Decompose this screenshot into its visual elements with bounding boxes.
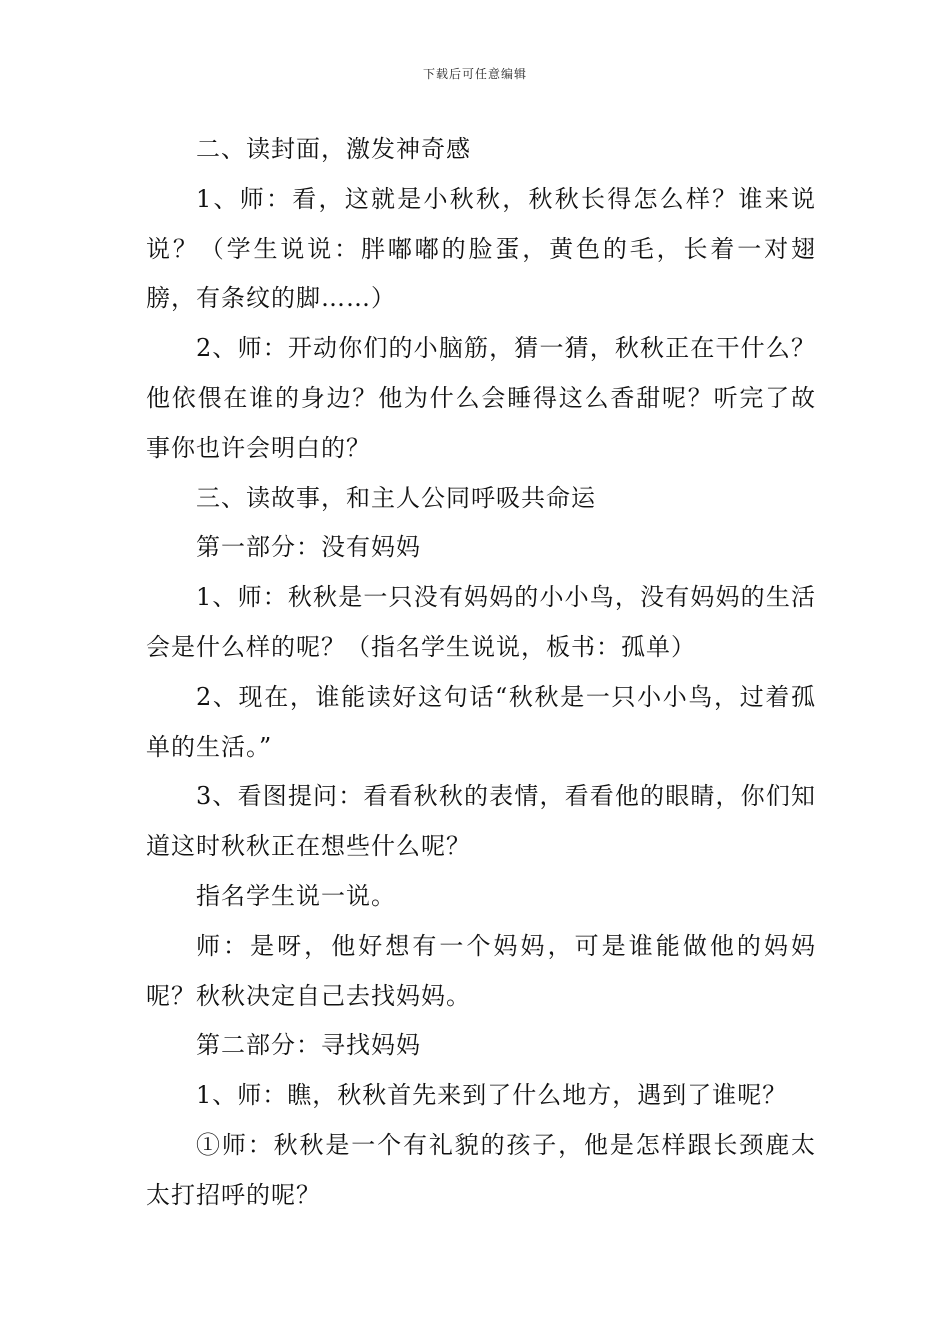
paragraph: 1、师：秋秋是一只没有妈妈的小小鸟，没有妈妈的生活会是什么样的呢？（指名学生说说，板书：孤单） [146, 583, 816, 661]
paragraph: 1、师：瞧，秋秋首先来到了什么地方，遇到了谁呢？ [196, 1081, 788, 1110]
subsection-heading-part-one: 第一部分：没有妈妈 [196, 533, 421, 562]
paragraph: 3、看图提问：看看秋秋的表情，看看他的眼睛，你们知道这时秋秋正在想些什么呢？ [146, 782, 816, 861]
paragraph: 2、师：开动你们的小脑筋，猜一猜，秋秋正在干什么？他依偎在谁的身边？他为什么会睡得这么香甜呢？听完了故事你也许会明白的？ [146, 334, 816, 462]
section-heading-story: 三、读故事，和主人公同呼吸共命运 [196, 483, 596, 512]
paragraph: 1、师：看，这就是小秋秋，秋秋长得怎么样？谁来说说？（学生说说：胖嘟嘟的脸蛋，黄色的毛，长着一对翅膀，有条纹的脚……） [146, 184, 816, 313]
paragraph: 指名学生说一说。 [196, 881, 396, 910]
paragraph: 师：是呀，他好想有一个妈妈，可是谁能做他的妈妈呢？秋秋决定自己去找妈妈。 [146, 931, 816, 1010]
subsection-heading-part-two: 第二部分：寻找妈妈 [196, 1031, 421, 1060]
paragraph: 2、现在，谁能读好这句话“秋秋是一只小小鸟，过着孤单的生活。” [146, 682, 816, 761]
page-header: 下载后可任意编辑 [422, 67, 527, 81]
paragraph: ①师：秋秋是一个有礼貌的孩子，他是怎样跟长颈鹿太太打招呼的呢？ [146, 1130, 816, 1209]
section-heading-cover: 二、读封面，激发神奇感 [196, 135, 471, 163]
document-body [146, 125, 816, 1221]
